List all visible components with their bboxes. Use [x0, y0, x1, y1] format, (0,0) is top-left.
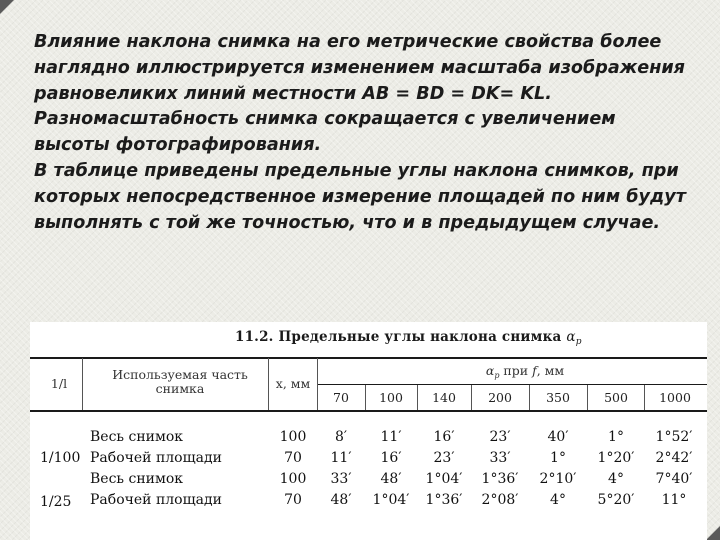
- table-scan: [30, 322, 707, 540]
- header-group-f: f: [532, 363, 537, 378]
- header-angle-group: [430, 364, 620, 383]
- header-f-value: 350: [546, 390, 570, 405]
- row-value: 16′: [380, 450, 402, 466]
- row-x: 70: [284, 450, 302, 466]
- row-x: 100: [279, 471, 307, 487]
- row-value: 11°: [661, 492, 687, 508]
- row-scale: 1/100: [40, 450, 81, 466]
- row-scale: 1/25: [40, 494, 72, 510]
- row-value: 33′: [330, 471, 352, 487]
- row-value: 23′: [489, 429, 511, 445]
- header-f-value: 70: [333, 390, 349, 405]
- paragraph-intro: Влияние наклона снимка на его метрические свойства более наглядно иллюстрируется изменением масштаба изображения равновеликих линий местности AB = BD = DK= KL. Разномасштабность снимка сокращается с увеличением высоты фотографирования.: [34, 32, 685, 156]
- header-f-value: 1000: [659, 390, 691, 405]
- row-value: 1°36′: [481, 471, 519, 487]
- row-value: 1°36′: [425, 492, 463, 508]
- header-f-value: 500: [604, 390, 628, 405]
- table-title-text: 11.2. Предельные углы наклона снимка: [235, 329, 562, 345]
- header-f-value: 100: [379, 390, 403, 405]
- header-group-symbol: α: [485, 363, 495, 378]
- row-value: 2°10′: [539, 471, 577, 487]
- row-value: 48′: [330, 492, 352, 508]
- row-value: 1°52′: [655, 429, 693, 445]
- row-value: 2°08′: [481, 492, 519, 508]
- column-divider: [587, 385, 588, 410]
- row-value: 1°04′: [372, 492, 410, 508]
- row-value: 1°: [608, 429, 624, 445]
- header-group-subscript: р: [494, 371, 500, 380]
- row-value: 4°: [608, 471, 624, 487]
- row-part: Рабочей площади: [90, 450, 222, 466]
- header-used-part: Используемая часть снимка: [112, 367, 248, 396]
- row-value: 2°42′: [655, 450, 693, 466]
- header-group-mid: при: [499, 363, 533, 378]
- corner-decoration-top-left: [0, 0, 14, 14]
- header-x: x, мм: [275, 376, 311, 391]
- header-f-value: 200: [488, 390, 512, 405]
- column-divider: [471, 385, 472, 410]
- table-title-subscript: р: [575, 337, 582, 347]
- row-x: 100: [279, 429, 307, 445]
- table-header-rule: [30, 410, 707, 412]
- row-value: 5°20′: [597, 492, 635, 508]
- table-subheader-rule: [317, 384, 707, 385]
- table-top-rule: [30, 357, 707, 359]
- row-x: 70: [284, 492, 302, 508]
- column-divider: [268, 358, 269, 410]
- row-value: 23′: [433, 450, 455, 466]
- row-value: 11′: [330, 450, 352, 466]
- paragraph-table-description: В таблице приведены предельные углы наклона снимков, при которых непосредственное измерение площадей по ним будут выполнять с той же точностью, что и в предыдущем случае.: [34, 160, 686, 233]
- header-group-tail: , мм: [536, 363, 565, 378]
- row-part: Весь снимок: [90, 429, 184, 445]
- column-divider: [644, 385, 645, 410]
- row-part: Рабочей площади: [90, 492, 222, 508]
- slide-body-text: [34, 30, 694, 236]
- column-divider: [365, 385, 366, 410]
- corner-decoration-bottom-right: [706, 526, 720, 540]
- row-value: 11′: [380, 429, 402, 445]
- column-divider: [82, 358, 83, 410]
- row-value: 8′: [334, 429, 348, 445]
- header-scale: 1/l: [50, 376, 68, 391]
- row-value: 33′: [489, 450, 511, 466]
- row-part: Весь снимок: [90, 471, 184, 487]
- row-value: 1°: [550, 450, 566, 466]
- row-value: 7°40′: [655, 471, 693, 487]
- header-f-value: 140: [432, 390, 456, 405]
- column-divider: [417, 385, 418, 410]
- row-value: 40′: [547, 429, 569, 445]
- column-divider: [529, 385, 530, 410]
- row-value: 16′: [433, 429, 455, 445]
- row-value: 48′: [380, 471, 402, 487]
- column-divider: [317, 358, 318, 410]
- row-value: 4°: [550, 492, 566, 508]
- table-title: [235, 329, 582, 347]
- table-title-symbol: α: [566, 329, 576, 345]
- row-value: 1°04′: [425, 471, 463, 487]
- row-value: 1°20′: [597, 450, 635, 466]
